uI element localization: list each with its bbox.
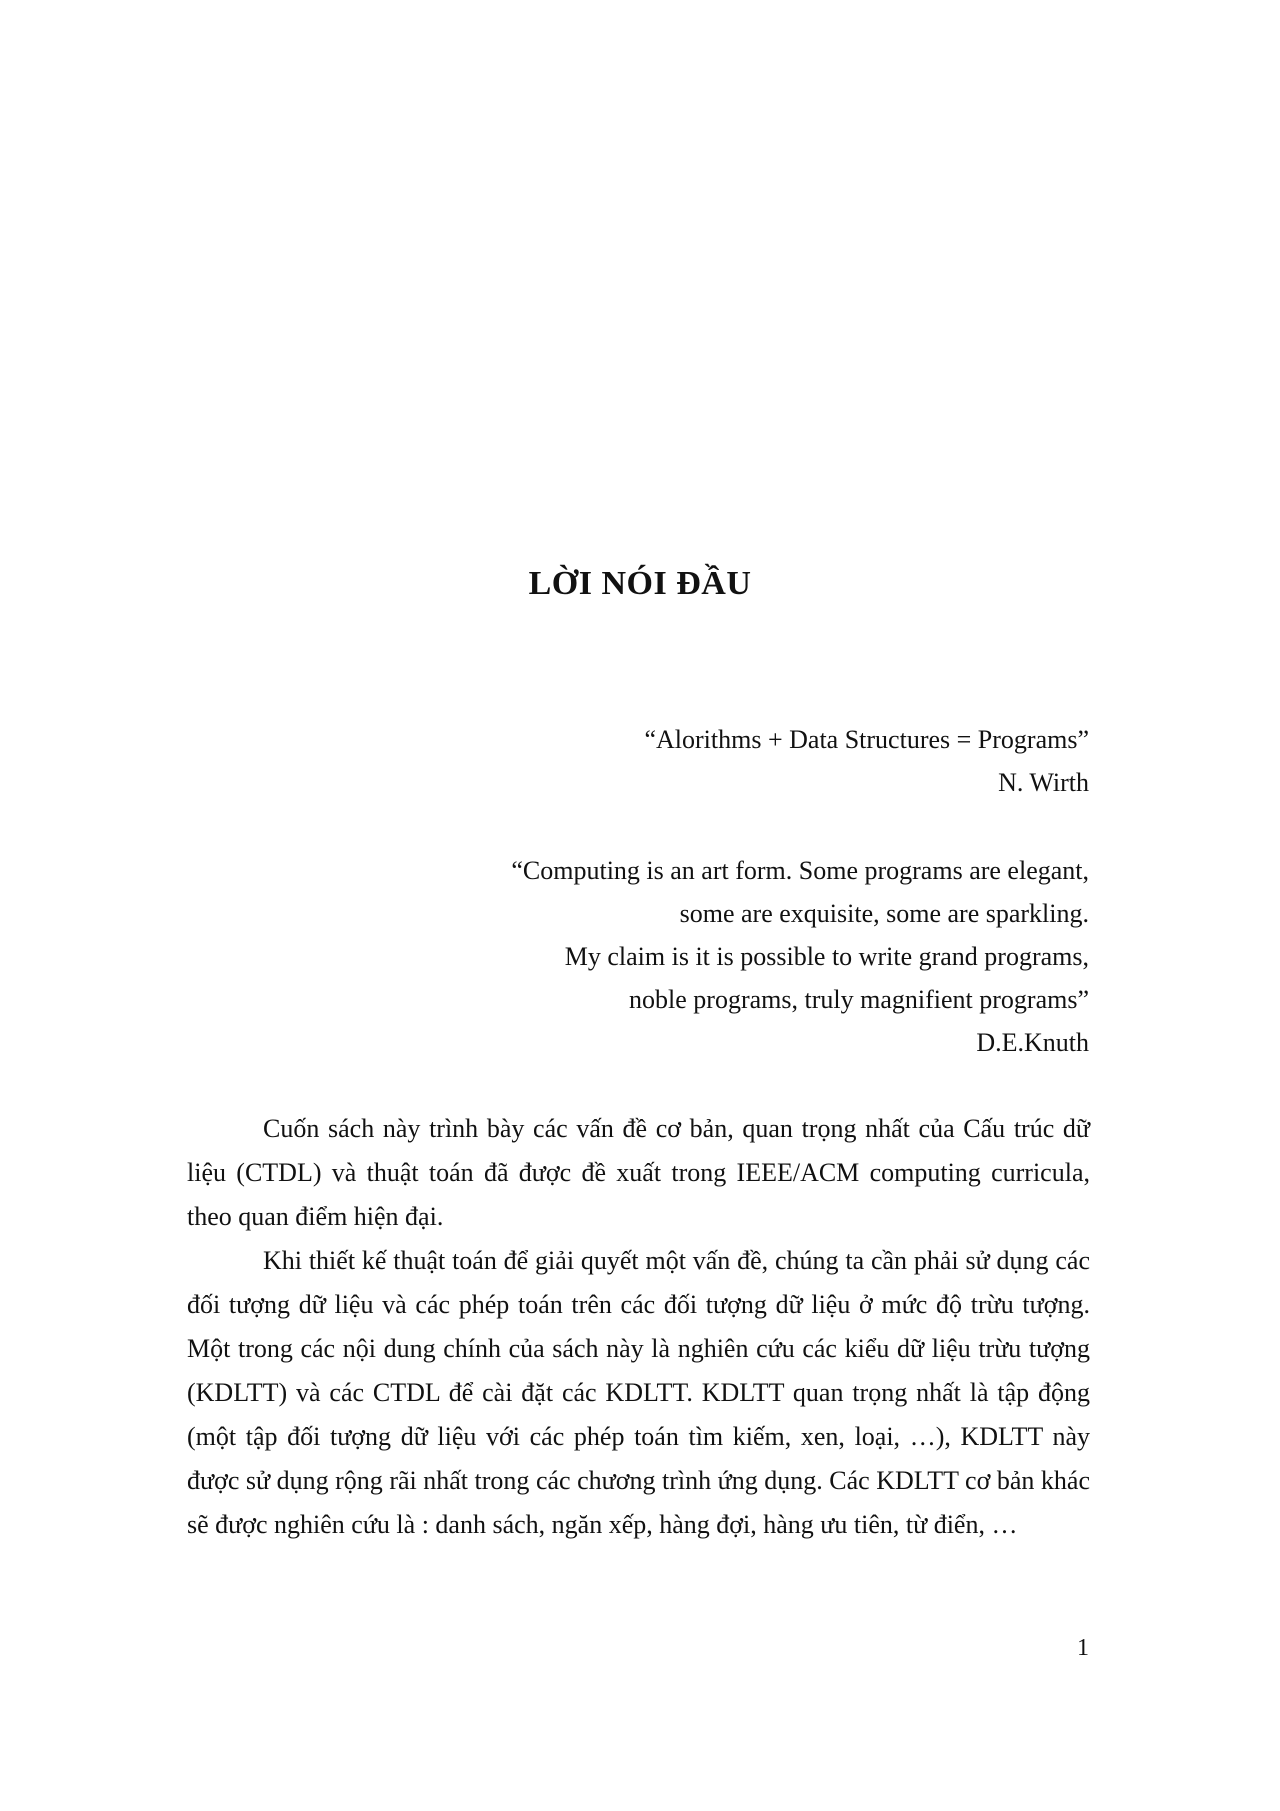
epigraph-line: “Computing is an art form. Some programs are elegant, bbox=[511, 856, 1089, 885]
paragraph: Cuốn sách này trình bày các vấn đề cơ bản, quan trọng nhất của Cấu trúc dữ liệu (CTDL) và thuật toán đã được đề xuất trong IEEE/ACM computing curricula, theo quan điểm hiện đại. bbox=[187, 1114, 1090, 1231]
epigraph-line: some are exquisite, some are sparkling. bbox=[679, 899, 1089, 928]
epigraph-line: “Alorithms + Data Structures = Programs” bbox=[644, 725, 1089, 754]
epigraph-line: noble programs, truly magnifient programs” bbox=[629, 985, 1089, 1014]
paragraph: Khi thiết kế thuật toán để giải quyết một vấn đề, chúng ta cần phải sử dụng các đối tượng dữ liệu và các phép toán trên các đối tượng dữ liệu ở mức độ trừu tượng. Một trong các nội dung chính của sách này là nghiên cứu các kiểu dữ liệu trừu tượng (KDLTT) và các CTDL để cài đặt các KDLTT. KDLTT quan trọng nhất là tập động (một tập đối tượng dữ liệu với các phép toán tìm kiếm, xen, loại, …), KDLTT này được sử dụng rộng rãi nhất trong các chương trình ứng dụng. Các KDLTT cơ bản khác sẽ được nghiên cứu là : danh sách, ngăn xếp, hàng đợi, hàng ưu tiên, từ điển, … bbox=[187, 1246, 1090, 1539]
epigraph-line: My claim is it is possible to write grand programs, bbox=[564, 942, 1089, 971]
epigraph-knuth bbox=[511, 849, 1089, 1064]
epigraph-author: N. Wirth bbox=[998, 768, 1089, 797]
epigraph-wirth bbox=[644, 718, 1089, 804]
page-number: 1 bbox=[1077, 1635, 1089, 1661]
body-text bbox=[187, 1107, 1090, 1547]
page-title: LỜI NÓI ĐẦU bbox=[528, 565, 752, 602]
epigraph-author: D.E.Knuth bbox=[976, 1028, 1089, 1057]
